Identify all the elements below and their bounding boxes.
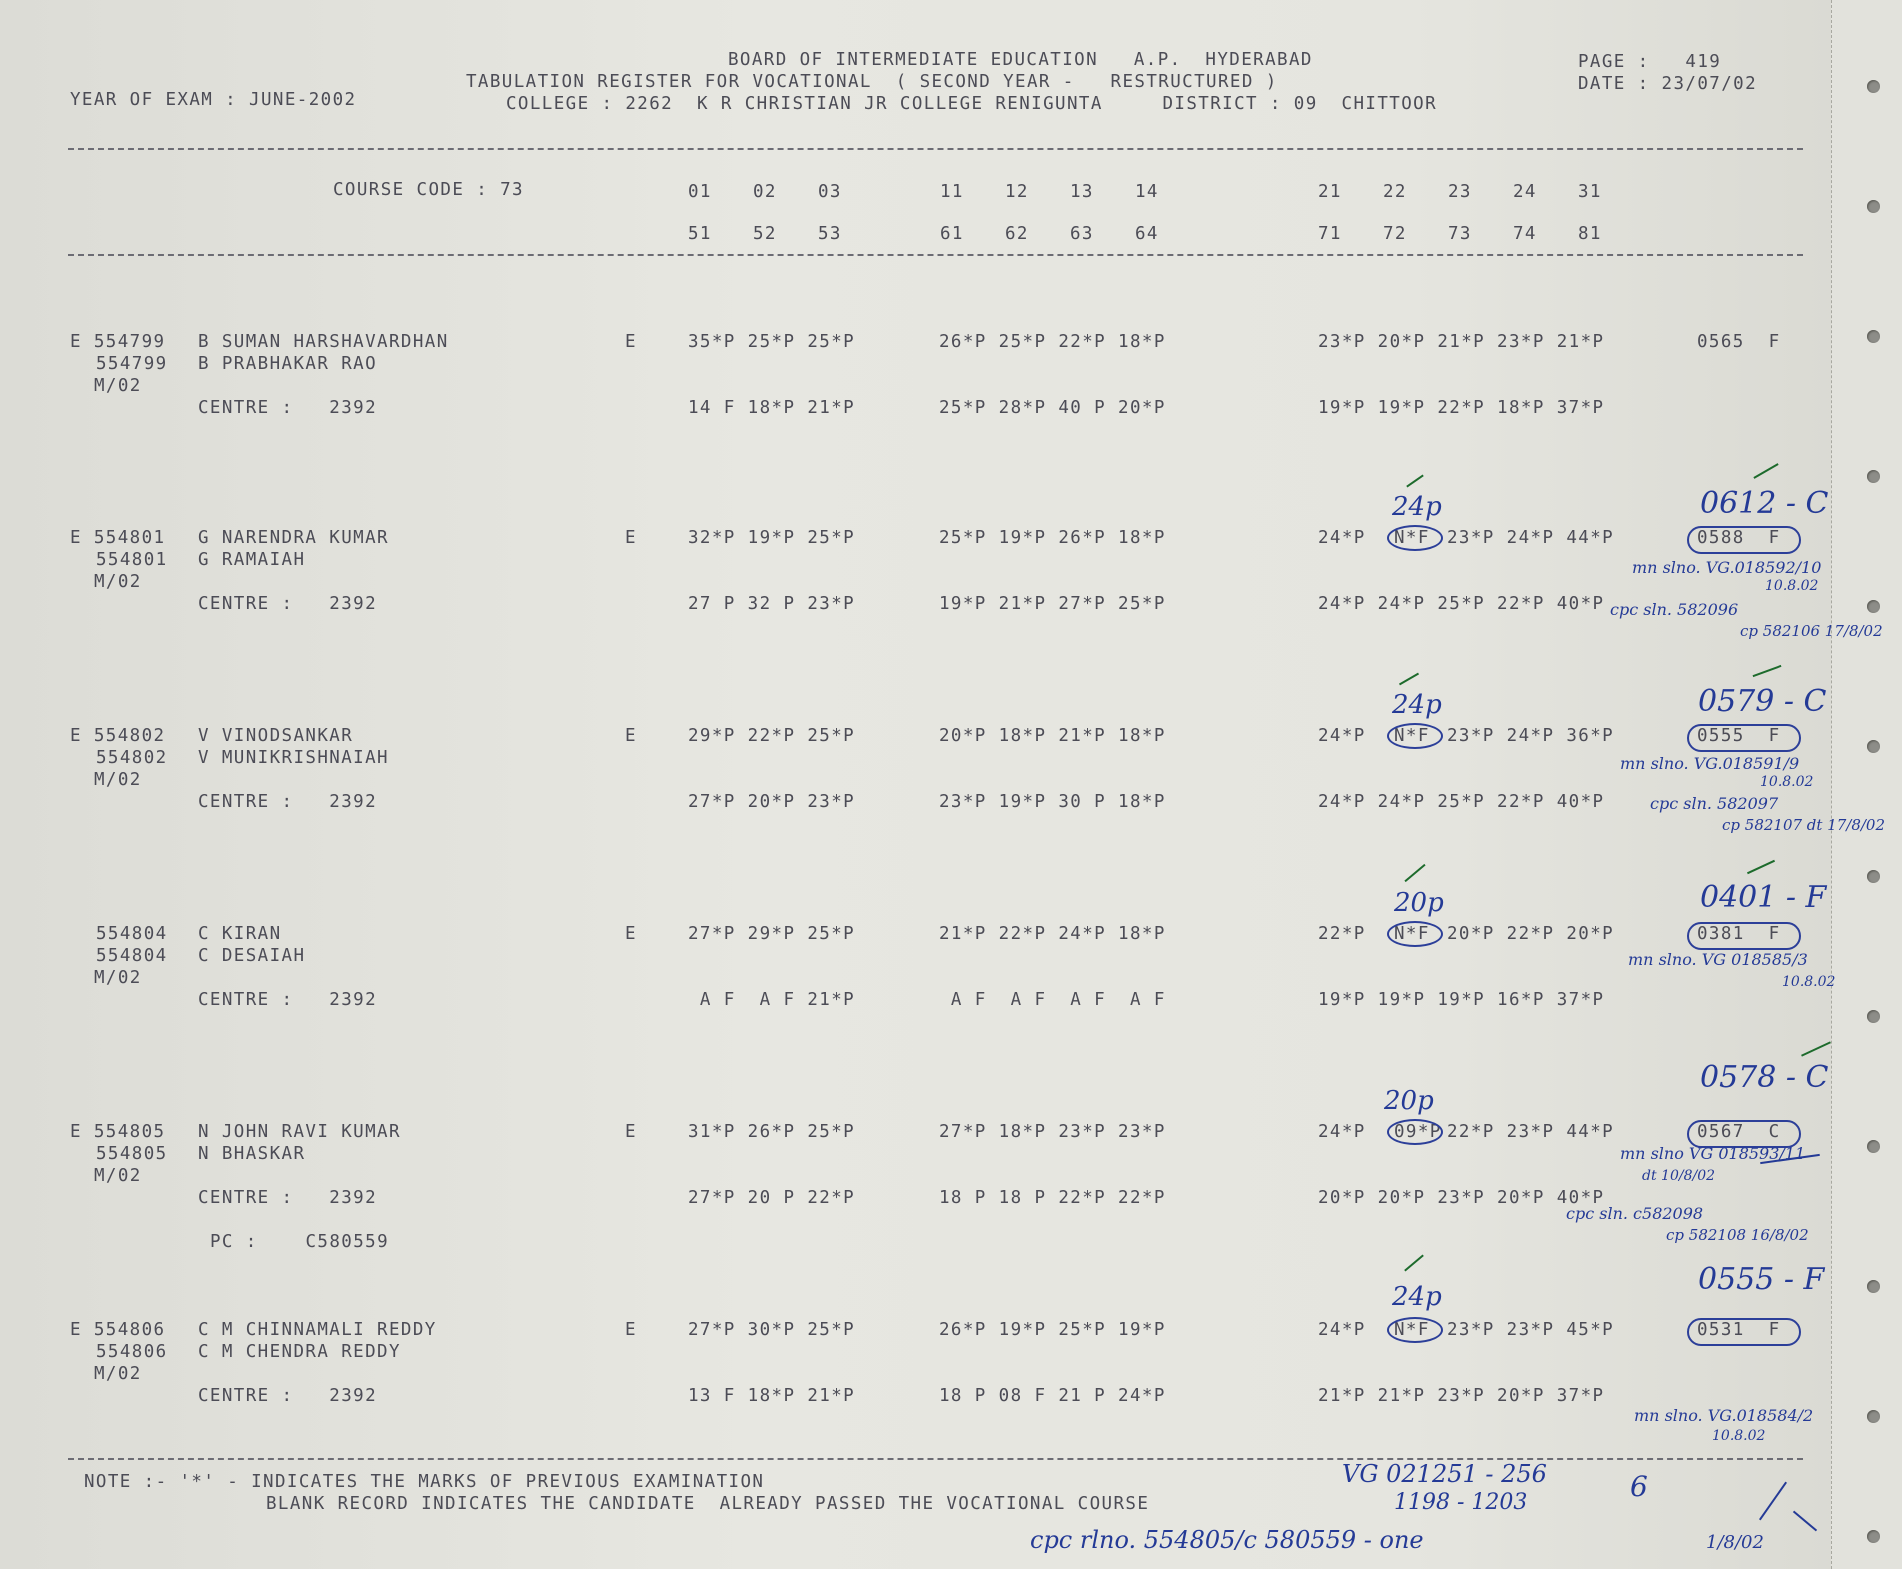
circled-mark — [1387, 921, 1443, 947]
handwritten-note: cp 582106 17/8/02 — [1740, 622, 1883, 640]
handwritten-revised-mark: 24p — [1392, 690, 1442, 720]
circled-mark — [1387, 1119, 1443, 1145]
category: E — [625, 1122, 637, 1142]
marks-group-2: 21*P 22*P 24*P 18*P — [939, 924, 1166, 944]
circled-total — [1687, 922, 1801, 950]
marks-group-3b: 20*P 20*P 23*P 20*P 40*P — [1318, 1188, 1605, 1208]
handwritten-note: mn slno. VG.018592/10 — [1632, 558, 1822, 577]
candidate-name: N JOHN RAVI KUMAR — [198, 1122, 401, 1142]
centre-label: CENTRE : 2392 — [198, 1188, 378, 1208]
candidate-name: C M CHINNAMALI REDDY — [198, 1320, 437, 1340]
marks-group-3c: 23*P 24*P 36*P — [1447, 726, 1615, 746]
circled-total — [1687, 526, 1801, 554]
note-previous-marks: NOTE :- '*' - INDICATES THE MARKS OF PREVIOUS EXAMINATION — [84, 1472, 765, 1492]
board-title: BOARD OF INTERMEDIATE EDUCATION A.P. HYDERABAD — [728, 50, 1313, 70]
separator-rule — [68, 254, 1803, 256]
centre-label: CENTRE : 2392 — [198, 594, 378, 614]
marks-group-3b: 21*P 21*P 23*P 20*P 37*P — [1318, 1386, 1605, 1406]
handwritten-total: 0579 - C — [1698, 684, 1827, 719]
category: E — [625, 332, 637, 352]
separator-rule — [68, 148, 1803, 150]
tractor-feed-strip — [1831, 0, 1902, 1569]
marks-group-1b: 27 P 32 P 23*P — [688, 594, 856, 614]
marks-group-3c: 23*P 23*P 45*P — [1447, 1320, 1615, 1340]
page-number: PAGE : 419 — [1578, 52, 1722, 72]
feed-hole — [1867, 330, 1880, 343]
marks-group-3c: 23*P 24*P 44*P — [1447, 528, 1615, 548]
subject-code: 01 — [688, 182, 712, 202]
handwritten-note: cpc sln. c582098 — [1566, 1204, 1704, 1223]
subject-code: 23 — [1448, 182, 1472, 202]
handwritten-note: cpc sln. 582097 — [1650, 794, 1779, 813]
marks-nf: 09*P — [1394, 1122, 1442, 1142]
course-code-label: COURSE CODE : 73 — [333, 180, 524, 200]
handwritten-total: 0555 - F — [1698, 1262, 1825, 1297]
subject-code: 52 — [753, 224, 777, 244]
pc-number: PC : C580559 — [210, 1232, 390, 1252]
feed-hole — [1867, 80, 1880, 93]
total-marks: 0381 F — [1697, 924, 1781, 944]
subject-code: 61 — [940, 224, 964, 244]
handwritten-date: 1/8/02 — [1706, 1532, 1764, 1553]
handwritten-total: 0401 - F — [1700, 880, 1827, 915]
subject-code: 63 — [1070, 224, 1094, 244]
circled-total — [1687, 1318, 1801, 1346]
feed-hole — [1867, 1410, 1880, 1423]
marks-group-3a: 24*P — [1318, 1320, 1366, 1340]
marks-group-2b: 23*P 19*P 30 P 18*P — [939, 792, 1166, 812]
subject-code: 22 — [1383, 182, 1407, 202]
handwritten-revised-mark: 20p — [1394, 888, 1444, 918]
medium-month: M/02 — [94, 1166, 142, 1186]
subject-code: 31 — [1578, 182, 1602, 202]
subject-code: 51 — [688, 224, 712, 244]
medium-month: M/02 — [94, 572, 142, 592]
marks-group-2b: 18 P 18 P 22*P 22*P — [939, 1188, 1166, 1208]
handwritten-revised-mark: 24p — [1392, 492, 1442, 522]
marks-group-3a: 24*P — [1318, 726, 1366, 746]
handwritten-note: cp 582108 16/8/02 — [1666, 1226, 1809, 1244]
roll-number-repeat: 554801 — [96, 550, 168, 570]
father-name: C M CHENDRA REDDY — [198, 1342, 401, 1362]
roll-number: E 554805 — [70, 1122, 166, 1142]
subject-code: 73 — [1448, 224, 1472, 244]
subject-code: 74 — [1513, 224, 1537, 244]
roll-number-repeat: 554804 — [96, 946, 168, 966]
feed-hole — [1867, 1010, 1880, 1023]
father-name: B PRABHAKAR RAO — [198, 354, 378, 374]
medium-month: M/02 — [94, 968, 142, 988]
marks-group-1b: 14 F 18*P 21*P — [688, 398, 856, 418]
report-date: DATE : 23/07/02 — [1578, 74, 1758, 94]
marks-group-2b: A F A F A F A F — [939, 990, 1166, 1010]
marks-group-3c: 20*P 22*P 20*P — [1447, 924, 1615, 944]
handwritten-note: mn slno. VG 018585/3 — [1628, 950, 1808, 969]
category: E — [625, 1320, 637, 1340]
year-of-exam: YEAR OF EXAM : JUNE-2002 — [70, 90, 357, 110]
father-name: V MUNIKRISHNAIAH — [198, 748, 389, 768]
marks-group-1b: A F A F 21*P — [688, 990, 856, 1010]
circled-total — [1687, 724, 1801, 752]
handwritten-revised-mark: 20p — [1384, 1086, 1434, 1116]
centre-label: CENTRE : 2392 — [198, 990, 378, 1010]
medium-month: M/02 — [94, 770, 142, 790]
subject-code: 71 — [1318, 224, 1342, 244]
marks-group-1: 35*P 25*P 25*P — [688, 332, 856, 352]
marks-group-1: 27*P 30*P 25*P — [688, 1320, 856, 1340]
marks-group-1b: 27*P 20*P 23*P — [688, 792, 856, 812]
marks-group-1: 32*P 19*P 25*P — [688, 528, 856, 548]
feed-hole — [1867, 870, 1880, 883]
handwritten-note: cp 582107 dt 17/8/02 — [1722, 816, 1886, 834]
subject-code: 12 — [1005, 182, 1029, 202]
total-marks: 0555 F — [1697, 726, 1781, 746]
handwritten-note: cpc sln. 582096 — [1610, 600, 1739, 619]
feed-hole — [1867, 740, 1880, 753]
total-marks: 0567 C — [1697, 1122, 1781, 1142]
note-blank-record: BLANK RECORD INDICATES THE CANDIDATE ALREADY PASSED THE VOCATIONAL COURSE — [266, 1494, 1150, 1514]
marks-group-3b: 19*P 19*P 19*P 16*P 37*P — [1318, 990, 1605, 1010]
marks-group-2: 25*P 19*P 26*P 18*P — [939, 528, 1166, 548]
handwritten-note: dt 10/8/02 — [1642, 1168, 1716, 1184]
marks-nf: N*F — [1394, 528, 1430, 548]
total-marks: 0531 F — [1697, 1320, 1781, 1340]
marks-group-2: 27*P 18*P 23*P 23*P — [939, 1122, 1166, 1142]
feed-hole — [1867, 200, 1880, 213]
roll-number: E 554806 — [70, 1320, 166, 1340]
marks-group-1b: 27*P 20 P 22*P — [688, 1188, 856, 1208]
marks-group-2: 20*P 18*P 21*P 18*P — [939, 726, 1166, 746]
father-name: G RAMAIAH — [198, 550, 306, 570]
subject-code: 24 — [1513, 182, 1537, 202]
father-name: N BHASKAR — [198, 1144, 306, 1164]
candidate-name: C KIRAN — [198, 924, 282, 944]
total-marks: 0565 F — [1697, 332, 1781, 352]
roll-number: E 554799 — [70, 332, 166, 352]
handwritten-note: mn slno. VG.018591/9 — [1620, 754, 1800, 773]
circled-mark — [1387, 723, 1443, 749]
register-title: TABULATION REGISTER FOR VOCATIONAL ( SECOND YEAR - RESTRUCTURED ) — [466, 72, 1278, 92]
marks-group-1: 29*P 22*P 25*P — [688, 726, 856, 746]
subject-code: 72 — [1383, 224, 1407, 244]
marks-group-2: 26*P 25*P 22*P 18*P — [939, 332, 1166, 352]
subject-code: 11 — [940, 182, 964, 202]
marks-group-3c: 22*P 23*P 44*P — [1447, 1122, 1615, 1142]
subject-code: 81 — [1578, 224, 1602, 244]
circled-mark — [1387, 1317, 1443, 1343]
subject-code: 64 — [1135, 224, 1159, 244]
handwritten-count: 6 — [1630, 1470, 1648, 1503]
feed-hole — [1867, 1280, 1880, 1293]
marks-group-1b: 13 F 18*P 21*P — [688, 1386, 856, 1406]
handwritten-note: 10.8.02 — [1782, 974, 1836, 990]
college-line: COLLEGE : 2262 K R CHRISTIAN JR COLLEGE RENIGUNTA DISTRICT : 09 CHITTOOR — [506, 94, 1437, 114]
father-name: C DESAIAH — [198, 946, 306, 966]
roll-number: 554804 — [96, 924, 168, 944]
feed-hole — [1867, 1140, 1880, 1153]
marks-nf: N*F — [1394, 726, 1430, 746]
marks-group-3b: 24*P 24*P 25*P 22*P 40*P — [1318, 792, 1605, 812]
roll-number: E 554802 — [70, 726, 166, 746]
candidate-name: B SUMAN HARSHAVARDHAN — [198, 332, 449, 352]
category: E — [625, 726, 637, 746]
marks-group-3b: 19*P 19*P 22*P 18*P 37*P — [1318, 398, 1605, 418]
handwritten-total: 0578 - C — [1700, 1060, 1829, 1095]
medium-month: M/02 — [94, 376, 142, 396]
subject-code: 21 — [1318, 182, 1342, 202]
subject-code: 03 — [818, 182, 842, 202]
marks-group-3: 23*P 20*P 21*P 23*P 21*P — [1318, 332, 1605, 352]
medium-month: M/02 — [94, 1364, 142, 1384]
marks-nf: N*F — [1394, 924, 1430, 944]
handwritten-note: 10.8.02 — [1760, 774, 1814, 790]
marks-group-2b: 18 P 08 F 21 P 24*P — [939, 1386, 1166, 1406]
subject-code: 62 — [1005, 224, 1029, 244]
roll-number-repeat: 554802 — [96, 748, 168, 768]
marks-group-1: 31*P 26*P 25*P — [688, 1122, 856, 1142]
handwritten-note: mn slno VG 018593/11 — [1620, 1144, 1806, 1163]
handwritten-vg-range-2: 1198 - 1203 — [1394, 1490, 1528, 1515]
roll-number-repeat: 554806 — [96, 1342, 168, 1362]
marks-nf: N*F — [1394, 1320, 1430, 1340]
marks-group-1: 27*P 29*P 25*P — [688, 924, 856, 944]
subject-code: 14 — [1135, 182, 1159, 202]
marks-group-2: 26*P 19*P 25*P 19*P — [939, 1320, 1166, 1340]
handwritten-note: mn slno. VG.018584/2 — [1634, 1406, 1814, 1425]
subject-code: 02 — [753, 182, 777, 202]
subject-code: 13 — [1070, 182, 1094, 202]
marks-group-2b: 25*P 28*P 40 P 20*P — [939, 398, 1166, 418]
handwritten-note: 10.8.02 — [1765, 578, 1819, 594]
roll-number: E 554801 — [70, 528, 166, 548]
total-marks: 0588 F — [1697, 528, 1781, 548]
handwritten-vg-range: VG 021251 - 256 — [1342, 1460, 1547, 1488]
centre-label: CENTRE : 2392 — [198, 398, 378, 418]
handwritten-revised-mark: 24p — [1392, 1282, 1442, 1312]
roll-number-repeat: 554805 — [96, 1144, 168, 1164]
candidate-name: G NARENDRA KUMAR — [198, 528, 389, 548]
handwritten-total: 0612 - C — [1700, 486, 1829, 521]
roll-number-repeat: 554799 — [96, 354, 168, 374]
marks-group-3b: 24*P 24*P 25*P 22*P 40*P — [1318, 594, 1605, 614]
centre-label: CENTRE : 2392 — [198, 792, 378, 812]
centre-label: CENTRE : 2392 — [198, 1386, 378, 1406]
handwritten-footer-note: cpc rlno. 554805/c 580559 - one — [1030, 1526, 1424, 1554]
handwritten-note: 10.8.02 — [1712, 1428, 1766, 1444]
marks-group-2b: 19*P 21*P 27*P 25*P — [939, 594, 1166, 614]
category: E — [625, 924, 637, 944]
feed-hole — [1867, 600, 1880, 613]
feed-hole — [1867, 470, 1880, 483]
category: E — [625, 528, 637, 548]
circled-mark — [1387, 525, 1443, 551]
marks-group-3a: 24*P — [1318, 528, 1366, 548]
feed-hole — [1867, 1530, 1880, 1543]
candidate-name: V VINODSANKAR — [198, 726, 354, 746]
marks-group-3a: 22*P — [1318, 924, 1366, 944]
subject-code: 53 — [818, 224, 842, 244]
marks-group-3a: 24*P — [1318, 1122, 1366, 1142]
